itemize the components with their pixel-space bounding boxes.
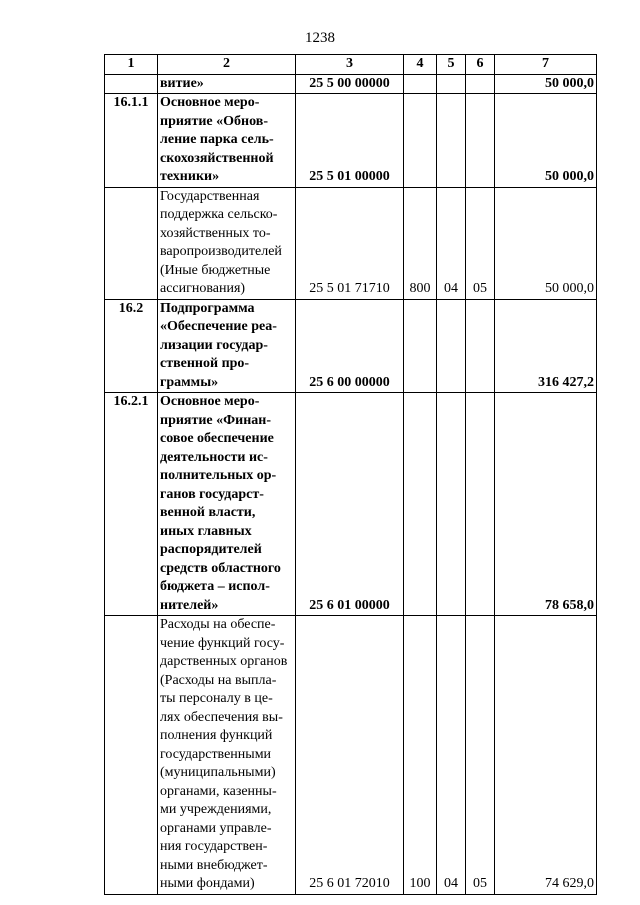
row-name: Основное меро- приятие «Финан- совое обеспечение деятельности ис- полнительных ор- ганов государст- венной власти, иных главных распорядителей средств областного бюджета – испол- нителей» [158, 393, 296, 616]
column-header: 3 [296, 55, 404, 75]
table-row [105, 74, 597, 94]
row-rz [437, 393, 466, 616]
row-amount: 50 000,0 [495, 94, 597, 188]
row-vr: 800 [404, 187, 437, 299]
row-number [105, 74, 158, 94]
row-rz [437, 74, 466, 94]
row-rz [437, 94, 466, 188]
row-name: Государственная поддержка сельско- хозяйственных то- варопроизводителей (Иные бюджетные ассигнования) [158, 187, 296, 299]
column-header: 4 [404, 55, 437, 75]
row-pr [466, 393, 495, 616]
table-row [105, 299, 597, 393]
row-number: 16.1.1 [105, 94, 158, 188]
row-number: 16.2.1 [105, 393, 158, 616]
row-code: 25 6 01 72010 [296, 616, 404, 895]
row-number [105, 187, 158, 299]
header-row [105, 55, 597, 75]
table-row [105, 616, 597, 895]
row-pr: 05 [466, 187, 495, 299]
row-vr [404, 299, 437, 393]
row-pr [466, 299, 495, 393]
row-pr [466, 74, 495, 94]
row-rz: 04 [437, 616, 466, 895]
row-name: витие» [158, 74, 296, 94]
row-amount: 50 000,0 [495, 187, 597, 299]
row-code: 25 5 01 00000 [296, 94, 404, 188]
row-name: Подпрограмма «Обеспечение реа- лизации государ- ственной про- граммы» [158, 299, 296, 393]
row-vr: 100 [404, 616, 437, 895]
table-row [105, 94, 597, 188]
row-rz [437, 299, 466, 393]
row-amount: 78 658,0 [495, 393, 597, 616]
row-number [105, 616, 158, 895]
budget-table [104, 54, 597, 895]
row-amount: 74 629,0 [495, 616, 597, 895]
row-code: 25 5 01 71710 [296, 187, 404, 299]
column-header: 7 [495, 55, 597, 75]
row-vr [404, 94, 437, 188]
row-code: 25 6 00 00000 [296, 299, 404, 393]
page-number: 1238 [305, 30, 335, 46]
row-vr [404, 393, 437, 616]
row-name: Расходы на обеспе- чение функций госу- дарственных органов (Расходы на выпла- ты персоналу в це- лях обеспечения вы- полнения функций государственными (муниципальными) органами, казенны- ми учреждениями, органами управле- ния государствен- ными внебюджет- ными фондами) [158, 616, 296, 895]
row-rz: 04 [437, 187, 466, 299]
row-number: 16.2 [105, 299, 158, 393]
row-amount: 316 427,2 [495, 299, 597, 393]
row-vr [404, 74, 437, 94]
row-amount: 50 000,0 [495, 74, 597, 94]
column-header: 5 [437, 55, 466, 75]
row-pr: 05 [466, 616, 495, 895]
column-header: 2 [158, 55, 296, 75]
row-name: Основное меро- приятие «Обнов- ление парка сель- скохозяйственной техники» [158, 94, 296, 188]
table-row [105, 187, 597, 299]
column-header: 1 [105, 55, 158, 75]
row-code: 25 6 01 00000 [296, 393, 404, 616]
row-pr [466, 94, 495, 188]
column-header: 6 [466, 55, 495, 75]
table-row [105, 393, 597, 616]
row-code: 25 5 00 00000 [296, 74, 404, 94]
